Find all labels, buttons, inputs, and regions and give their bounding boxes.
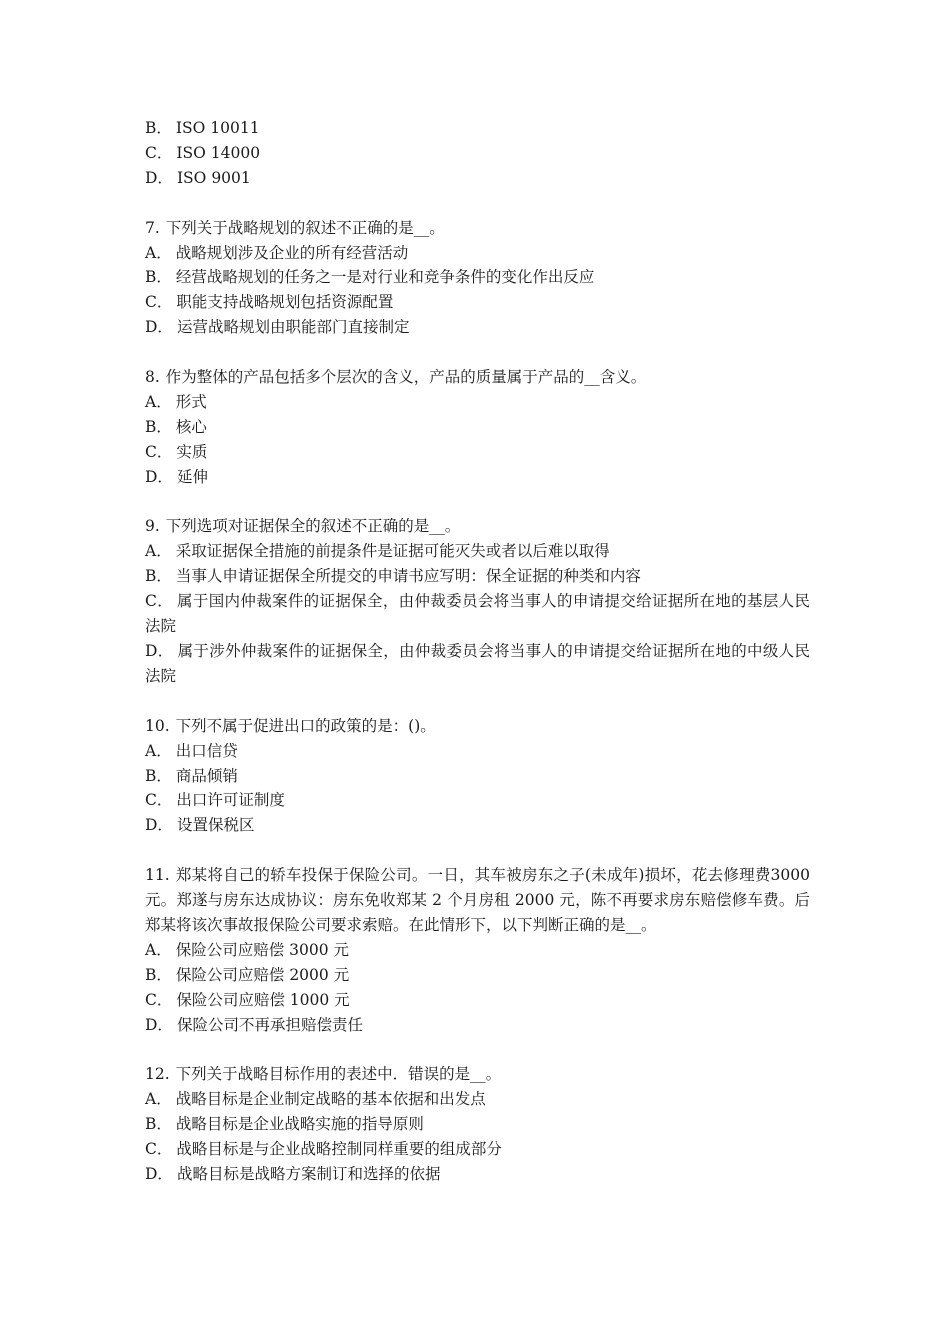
- question-block-continued: [145, 116, 810, 191]
- option-b: B． ISO 10011: [145, 119, 260, 137]
- option-d: D． 战略目标是战略方案制订和选择的依据: [145, 1164, 441, 1183]
- question-8: [145, 365, 810, 490]
- question-stem: 8. 作为整体的产品包括多个层次的含义，产品的质量属于产品的__含义。: [145, 368, 647, 387]
- option-a: A． 采取证据保全措施的前提条件是证据可能灭失或者以后难以取得: [145, 542, 610, 561]
- option-a: A． 战略目标是企业制定战略的基本依据和出发点: [145, 1090, 486, 1109]
- option-c: C． ISO 14000: [145, 143, 261, 162]
- option-b: B． 核心: [145, 417, 207, 436]
- option-b: B． 经营战略规划的任务之一是对行业和竞争条件的变化作出反应: [145, 268, 595, 287]
- option-b: B． 保险公司应赔偿 2000 元: [145, 965, 350, 984]
- option-d: D． 保险公司不再承担赔偿责任: [145, 1015, 363, 1034]
- option-c: C． 战略目标是与企业战略控制同样重要的组成部分: [145, 1140, 502, 1159]
- question-stem: 9. 下列选项对证据保全的叙述不正确的是__。: [145, 517, 461, 536]
- option-c: C． 属于国内仲裁案件的证据保全，由仲裁委员会将当事人的申请提交给证据所在地的基层人民法院: [145, 592, 810, 636]
- question-stem: 11. 郑某将自己的轿车投保于保险公司。一日，其车被房东之子(未成年)损坏，花去修理费3000 元。郑遂与房东达成协议：房东免收郑某 2 个月房租 2000 元，陈不再要求房东赔偿修车费。后郑某将该次事故报保险公司要求索赔。在此情形下，以下判断正确的是__。: [145, 866, 810, 934]
- question-stem: 10. 下列不属于促进出口的政策的是：()。: [145, 716, 436, 735]
- option-d: D． ISO 9001: [145, 168, 251, 187]
- option-a: A． 形式: [145, 392, 207, 411]
- option-a: A． 出口信贷: [145, 741, 238, 760]
- option-d: D． 属于涉外仲裁案件的证据保全，由仲裁委员会将当事人的申请提交给证据所在地的中级人民法院: [145, 641, 810, 685]
- option-d: D． 运营战略规划由职能部门直接制定: [145, 318, 410, 337]
- option-c: C． 保险公司应赔偿 1000 元: [145, 990, 350, 1009]
- option-d: D． 延伸: [145, 467, 208, 486]
- option-d: D． 设置保税区: [145, 816, 255, 835]
- option-b: B． 商品倾销: [145, 766, 238, 785]
- option-b: B． 战略目标是企业战略实施的指导原则: [145, 1115, 424, 1134]
- option-a: A． 战略规划涉及企业的所有经营活动: [145, 243, 409, 262]
- question-9: [145, 514, 810, 688]
- question-10: [145, 714, 810, 839]
- option-b: B． 当事人申请证据保全所提交的申请书应写明：保全证据的种类和内容: [145, 567, 641, 586]
- option-c: C． 职能支持战略规划包括资源配置: [145, 293, 394, 312]
- option-c: C． 出口许可证制度: [145, 791, 285, 810]
- question-stem: 7. 下列关于战略规划的叙述不正确的是__。: [145, 218, 445, 237]
- option-a: A． 保险公司应赔偿 3000 元: [145, 940, 350, 959]
- question-11: [145, 863, 810, 1037]
- question-stem: 12. 下列关于战略目标作用的表述中．错误的是__。: [145, 1065, 502, 1084]
- question-12: [145, 1062, 810, 1187]
- option-c: C． 实质: [145, 442, 208, 461]
- question-7: [145, 216, 810, 341]
- document-page: [145, 116, 810, 1187]
